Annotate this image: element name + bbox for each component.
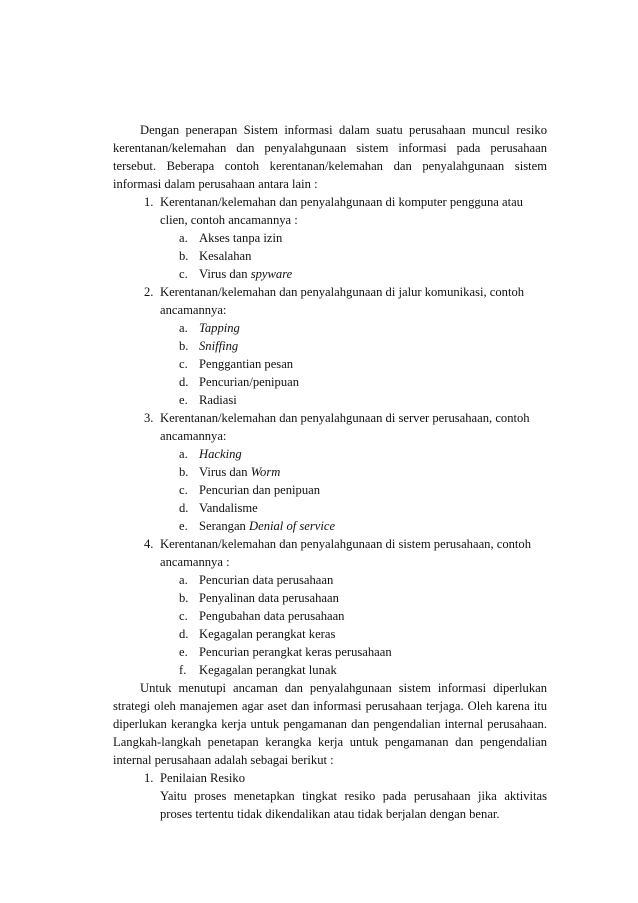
list-item: Pengubahan data perusahaan — [199, 609, 345, 623]
list-letter: c. — [179, 357, 188, 371]
list-letter: a. — [179, 321, 188, 335]
intro-paragraph — [113, 121, 547, 193]
list-item: Pencurian data perusahaan — [199, 573, 334, 587]
list-letter: e. — [179, 645, 188, 659]
list-letter: b. — [179, 465, 189, 479]
list-letter: b. — [179, 339, 189, 353]
step-description: Yaitu proses menetapkan tingkat resiko pada perusahaan jika aktivitas proses tertentu tidak dikendalikan atau tidak berjalan dengan benar. — [160, 789, 547, 821]
list-item: Pencurian perangkat keras perusahaan — [199, 645, 392, 659]
list-item: Hacking — [199, 447, 242, 461]
list-letter: b. — [179, 249, 189, 263]
step-number: 1. — [144, 771, 154, 785]
list-letter: b. — [179, 591, 189, 605]
list-item: Pencurian/penipuan — [199, 375, 300, 389]
section-heading-line: Kerentanan/kelemahan dan penyalahgunaan di jalur komunikasi, contoh — [160, 285, 525, 299]
intro-text: Dengan penerapan Sistem informasi dalam suatu perusahaan muncul resiko kerentanan/kelemahan dan penyalahgunaan sistem informasi pada perusahaan tersebut. Beberapa contoh kerentanan/kelemahan dan penyalahgunaan sistem informasi dalam perusahaan antara lain : — [113, 123, 547, 191]
list-letter: f. — [179, 663, 187, 677]
list-item: Kesalahan — [199, 249, 252, 263]
section-heading-line: Kerentanan/kelemahan dan penyalahgunaan di sistem perusahaan, contoh — [160, 537, 532, 551]
list-item: Akses tanpa izin — [199, 231, 283, 245]
step-title: Penilaian Resiko — [160, 771, 245, 785]
list-letter: c. — [179, 267, 188, 281]
list-letter: a. — [179, 573, 188, 587]
section-number: 2. — [144, 285, 154, 299]
closing-paragraph — [113, 679, 547, 769]
closing-text: Untuk menutupi ancaman dan penyalahgunaan sistem informasi diperlukan strategi oleh manajemen agar aset dan informasi perusahaan terjaga. Oleh karena itu diperlukan kerangka kerja untuk pengamanan dan pengendalian internal perusahaan. Langkah-langkah penetapan kerangka kerja untuk pengamanan dan pengendalian internal perusahaan adalah sebagai berikut : — [113, 681, 547, 767]
list-letter: a. — [179, 231, 188, 245]
section-number: 4. — [144, 537, 154, 551]
section-number: 1. — [144, 195, 154, 209]
list-item: Virus dan spyware — [199, 267, 293, 281]
list-letter: e. — [179, 519, 188, 533]
list-item: Kegagalan perangkat lunak — [199, 663, 337, 677]
list-item: Penggantian pesan — [199, 357, 294, 371]
list-letter: e. — [179, 393, 188, 407]
list-item: Sniffing — [199, 339, 239, 353]
list-item: Penyalinan data perusahaan — [199, 591, 339, 605]
section-heading-line: clien, contoh ancamannya : — [160, 213, 298, 227]
list-letter: c. — [179, 609, 188, 623]
list-item: Serangan Denial of service — [199, 519, 336, 533]
list-letter: a. — [179, 447, 188, 461]
list-item: Pencurian dan penipuan — [199, 483, 320, 497]
section-heading-line: Kerentanan/kelemahan dan penyalahgunaan di komputer pengguna atau — [160, 195, 523, 209]
list-item: Kegagalan perangkat keras — [199, 627, 336, 641]
list-letter: d. — [179, 375, 189, 389]
section-heading-line: ancamannya: — [160, 429, 227, 443]
list-item: Virus dan Worm — [199, 465, 281, 479]
list-item: Tapping — [199, 321, 240, 335]
section-heading-line: ancamannya: — [160, 303, 227, 317]
section-number: 3. — [144, 411, 154, 425]
list-letter: d. — [179, 627, 189, 641]
section-heading-line: Kerentanan/kelemahan dan penyalahgunaan di server perusahaan, contoh — [160, 411, 530, 425]
list-letter: d. — [179, 501, 189, 515]
list-item: Radiasi — [199, 393, 237, 407]
list-letter: c. — [179, 483, 188, 497]
section-heading-line: ancamannya : — [160, 555, 230, 569]
list-item: Vandalisme — [199, 501, 258, 515]
